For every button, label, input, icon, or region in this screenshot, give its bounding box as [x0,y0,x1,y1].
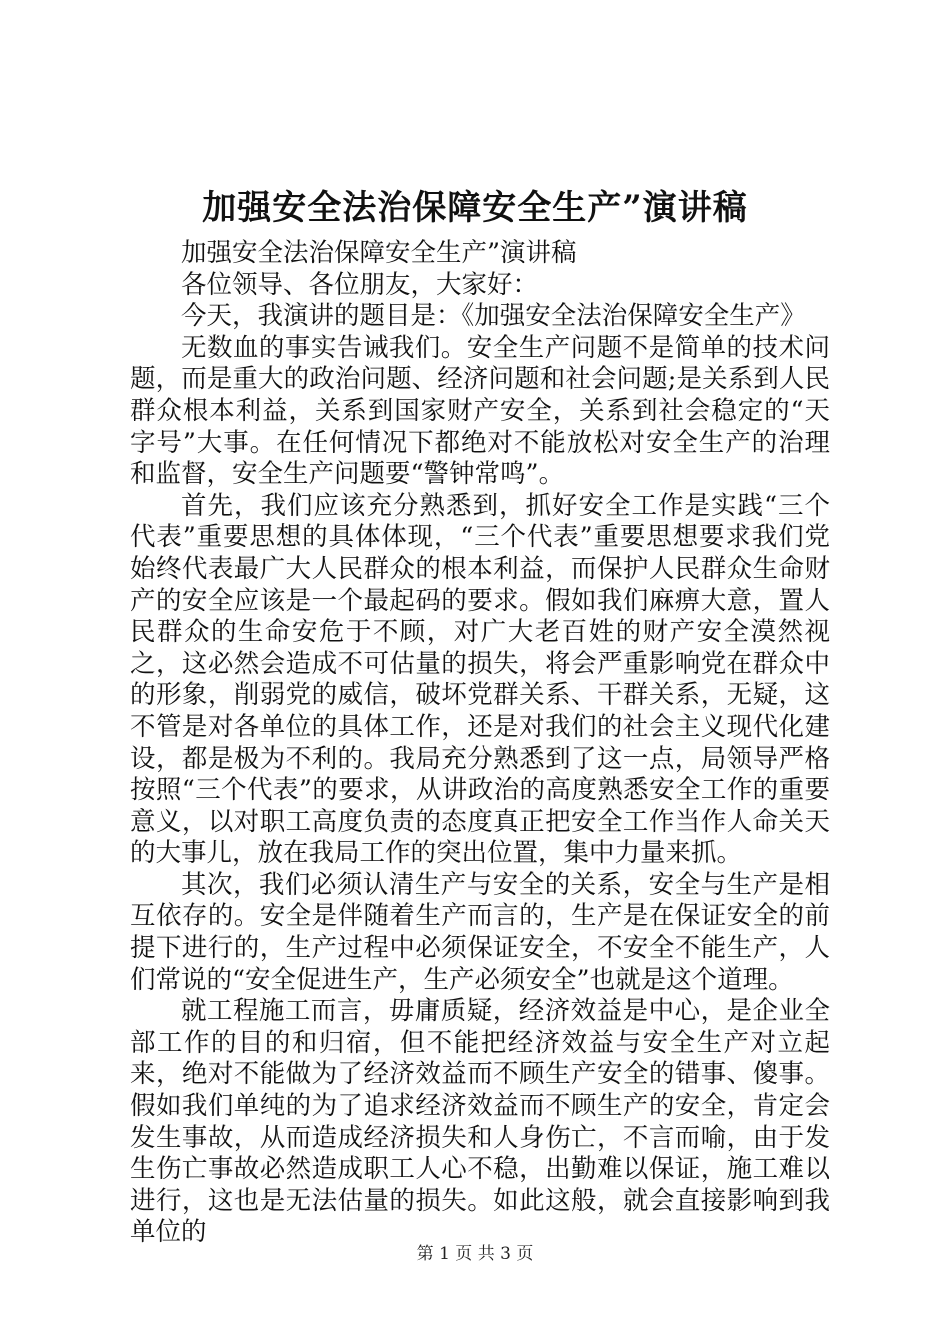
paragraph-greeting: 各位领导、各位朋友，大家好： [181,269,539,300]
paragraph-body: 就工程施工而言，毋庸质疑，经济效益是中心，是企业全部工作的目的和归宿，但不能把经济效益与安全生产对立起来，绝对不能做为了经济效益而不顾生产安全的错事、傻事。假如我们单纯的为了追求经济效益而不顾生产的安全，肯定会发生事故，从而造成经济损失和人身伤亡，不言而喻，由于发生伤亡事故必然造成职工人心不稳，出勤难以保证，施工难以进行，这也是无法估量的损失。如此这般，就会直接影响到我单位的 [130,996,830,1248]
paragraph-topic: 今天，我演讲的题目是：《加强安全法治保障安全生产》 [181,301,806,332]
document-title: 加强安全法治保障安全生产”演讲稿 [202,188,748,228]
paragraph-body: 无数血的事实告诫我们。安全生产问题不是简单的技术问题，而是重大的政治问题、经济问题和社会问题;是关系到人民群众根本利益，关系到国家财产安全，关系到社会稳定的“天字号”大事。在任何情况下都绝对不能放松对安全生产的治理和监督，安全生产问题要“警钟常鸣”。 [130,332,830,490]
paragraph-body: 首先，我们应该充分熟悉到，抓好安全工作是实践“三个代表”重要思想的具体体现，“三个代表”重要思想要求我们党始终代表最广大人民群众的根本利益，而保护人民群众生命财产的安全应该是一个最起码的要求。假如我们麻痹大意，置人民群众的生命安危于不顾，对广大老百姓的财产安全漠然视之，这必然会造成不可估量的损失，将会严重影响党在群众中的形象，削弱党的威信，破坏党群关系、干群关系，无疑，这不管是对各单位的具体工作，还是对我们的社会主义现代化建设，都是极为不利的。我局充分熟悉到了这一点，局领导严格按照“三个代表”的要求，从讲政治的高度熟悉安全工作的重要意义，以对职工高度负责的态度真正把安全工作当作人命关天的大事儿，放在我局工作的突出位置，集中力量来抓。 [130,490,830,869]
page-footer: 第 1 页 共 3 页 [416,1244,534,1264]
paragraph-subtitle: 加强安全法治保障安全生产”演讲稿 [181,238,577,268]
paragraph-body: 其次，我们必须认清生产与安全的关系，安全与生产是相互依存的。安全是伴随着生产而言的，生产是在保证安全的前提下进行的，生产过程中必须保证安全，不安全不能生产，人们常说的“安全促进生产，生产必须安全”也就是这个道理。 [130,869,830,995]
document-body [130,238,830,1249]
